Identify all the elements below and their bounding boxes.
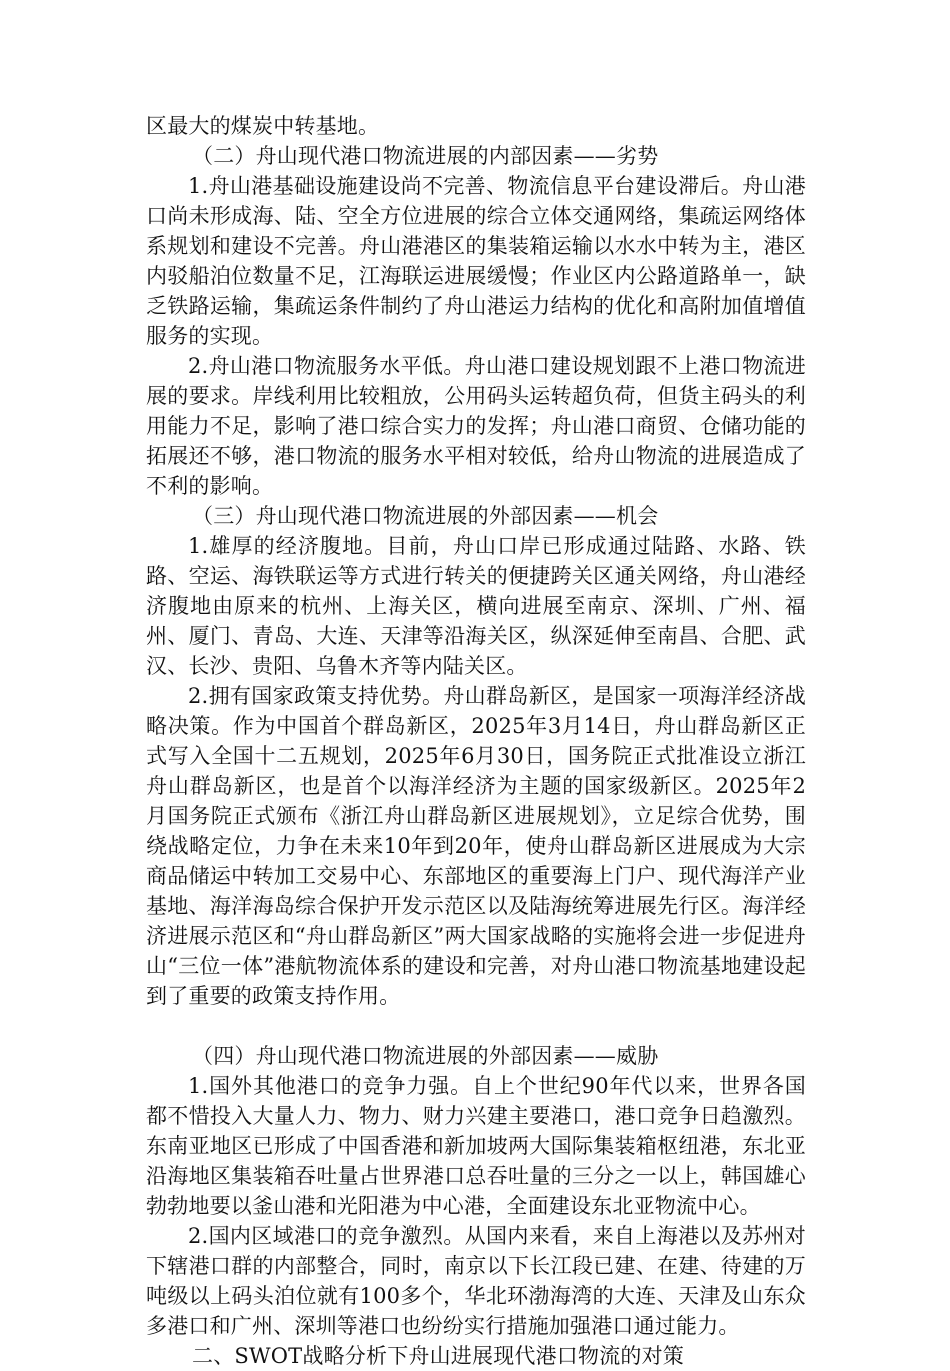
section-heading-threats: （四）舟山现代港口物流进展的外部因素——威胁 xyxy=(192,1044,659,1068)
paragraph-policy-support: 2.拥有国家政策支持优势。舟山群岛新区，是国家一项海洋经济战略决策。作为中国首个群岛新区，2025年3月14日，舟山群岛新区正式写入全国十二五规划，2025年6月30日，国务院正式批准设立浙江舟山群岛新区，也是首个以海洋经济为主题的国家级新区。2025年2月国务院正式颁布《浙江舟山群岛新区进展规划》，立足综合优势，围绕战略定位，力争在未来10年到20年，使舟山群岛新区进展成为大宗商品储运中转加工交易中心、东部地区的重要海上门户、现代海洋产业基地、海洋海岛综合保护开发示范区以及陆海统筹进展先行区。海洋经济进展示范区和“舟山群岛新区”两大国家战略的实施将会进一步促进舟山“三位一体”港航物流体系的建设和完善，对舟山港口物流基地建设起到了重要的政策支持作用。 xyxy=(146,684,806,1008)
paragraph-service-level: 2.舟山港口物流服务水平低。舟山港口建设规划跟不上港口物流进展的要求。岸线利用比较粗放，公用码头运转超负荷，但货主码头的利用能力不足，影响了港口综合实力的发挥；舟山港口商贸、仓储功能的拓展还不够，港口物流的服务水平相对较低，给舟山物流的进展造成了不利的影响。 xyxy=(146,354,806,498)
paragraph-continuation: 区最大的煤炭中转基地。 xyxy=(146,114,380,138)
paragraph-infrastructure: 1.舟山港基础设施建设尚不完善、物流信息平台建设滞后。舟山港口尚未形成海、陆、空全方位进展的综合立体交通网络，集疏运网络体系规划和建设不完善。舟山港港区的集装箱运输以水水中转为主，港区内驳船泊位数量不足，江海联运进展缓慢；作业区内公路道路单一，缺乏铁路运输，集疏运条件制约了舟山港运力结构的优化和高附加值增值服务的实现。 xyxy=(146,174,806,348)
paragraph-spacer xyxy=(146,1011,806,1041)
paragraph-domestic-competition: 2.国内区域港口的竞争激烈。从国内来看，来自上海港以及苏州对下辖港口群的内部整合，同时，南京以下长江段已建、在建、待建的万吨级以上码头泊位就有100多个，华北环渤海湾的大连、天津及山东众多港口和广州、深圳等港口也纷纷实行措施加强港口通过能力。 xyxy=(146,1224,806,1338)
section-heading-opportunities: （三）舟山现代港口物流进展的外部因素——机会 xyxy=(192,504,659,528)
document-body xyxy=(146,111,806,1371)
paragraph-economic-hinterland: 1.雄厚的经济腹地。目前，舟山口岸已形成通过陆路、水路、铁路、空运、海铁联运等方式进行转关的便捷跨关区通关网络，舟山港经济腹地由原来的杭州、上海关区，横向进展至南京、深圳、广州、福州、厦门、青岛、大连、天津等沿海关区，纵深延伸至南昌、合肥、武汉、长沙、贵阳、乌鲁木齐等内陆关区。 xyxy=(146,534,806,678)
section-heading-swot-strategy: 二、SWOT战略分析下舟山进展现代港口物流的对策 xyxy=(192,1344,684,1368)
paragraph-foreign-competition: 1.国外其他港口的竞争力强。自上个世纪90年代以来，世界各国都不惜投入大量人力、物力、财力兴建主要港口，港口竞争日趋激烈。东南亚地区已形成了中国香港和新加坡两大国际集装箱枢纽港，东北亚沿海地区集装箱吞吐量占世界港口总吞吐量的三分之一以上，韩国雄心勃勃地要以釜山港和光阳港为中心港，全面建设东北亚物流中心。 xyxy=(146,1074,806,1218)
section-heading-weaknesses: （二）舟山现代港口物流进展的内部因素——劣势 xyxy=(192,144,659,168)
